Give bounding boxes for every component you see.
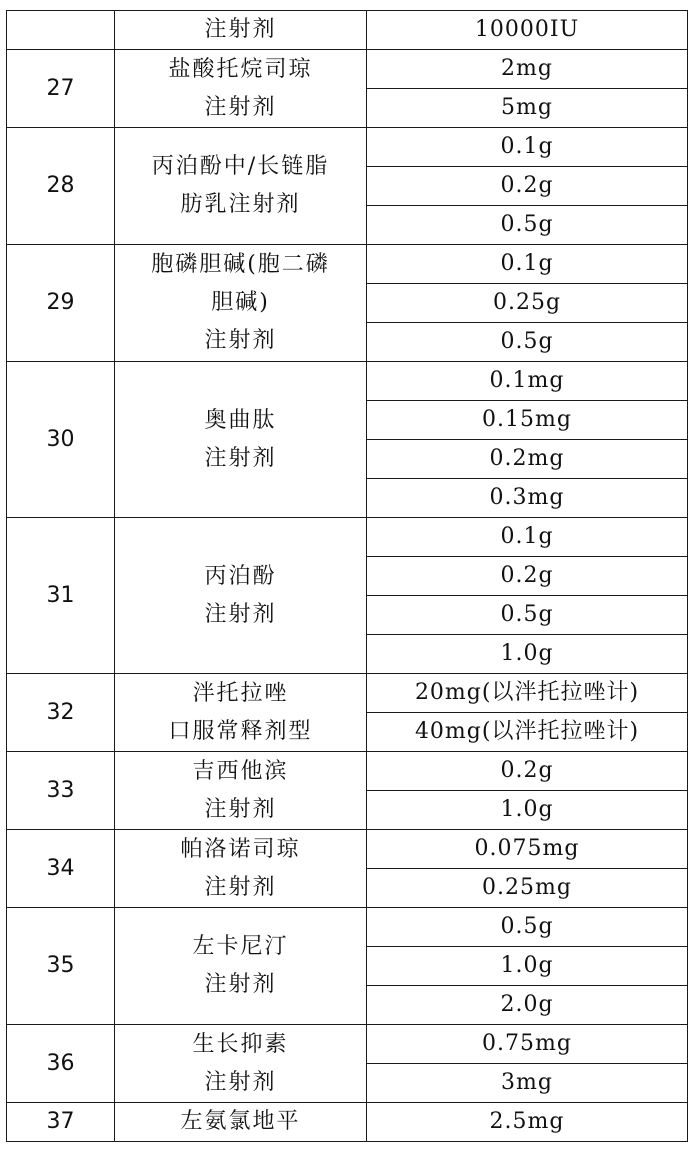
drug-spec-table (6, 10, 688, 1142)
table-row (7, 908, 688, 947)
drug-name-line: 口服常释剂型 (168, 718, 313, 744)
drug-name-line: 注射剂 (204, 972, 277, 997)
table-row (7, 752, 688, 791)
drug-name-cell (115, 50, 367, 128)
spec-cell: 2mg (367, 50, 688, 89)
drug-name-cell (115, 245, 367, 362)
drug-name-line: 注射剂 (204, 601, 277, 627)
drug-name-line: 丙泊酚 (204, 563, 277, 589)
spec-cell: 0.5g (367, 206, 688, 245)
spec-cell: 20mg(以泮托拉唑计) (367, 674, 688, 713)
spec-cell: 0.2g (367, 557, 688, 596)
drug-name-line: 左卡尼汀 (192, 934, 289, 959)
item-number: 30 (7, 362, 115, 518)
drug-name-cell (115, 128, 367, 245)
spec-cell: 1.0g (367, 947, 688, 986)
item-number: 29 (7, 245, 115, 362)
spec-cell: 0.2g (367, 167, 688, 206)
spec-cell: 0.25g (367, 284, 688, 323)
spec-cell: 0.1g (367, 245, 688, 284)
spec-cell: 0.1g (367, 518, 688, 557)
table-row (7, 50, 688, 89)
item-number: 27 (7, 50, 115, 128)
spec-cell: 0.2mg (367, 440, 688, 479)
drug-name-line: 吉西他滨 (192, 758, 289, 784)
item-number: 32 (7, 674, 115, 752)
item-number (7, 11, 115, 50)
drug-name-line: 胆碱) (211, 290, 270, 315)
drug-name-cell (115, 908, 367, 1025)
drug-name-cell (115, 674, 367, 752)
drug-name-line: 注射剂 (204, 796, 277, 822)
table-row (7, 11, 688, 50)
drug-name-line: 肪乳注射剂 (180, 192, 301, 217)
drug-name-line: 帕洛诺司琼 (180, 836, 301, 862)
spec-cell: 10000IU (367, 11, 688, 50)
drug-name-line: 注射剂 (204, 94, 277, 120)
table-row (7, 245, 688, 284)
drug-name-line: 盐酸托烷司琼 (168, 56, 313, 82)
spec-cell: 40mg(以泮托拉唑计) (367, 713, 688, 752)
drug-name-line: 注射剂 (204, 445, 277, 471)
item-number: 33 (7, 752, 115, 830)
spec-cell: 1.0g (367, 635, 688, 674)
item-number: 31 (7, 518, 115, 674)
spec-cell: 0.3mg (367, 479, 688, 518)
spec-cell: 0.5g (367, 908, 688, 947)
spec-cell: 0.1g (367, 128, 688, 167)
drug-name-cell (115, 830, 367, 908)
drug-name-line: 左氨氯地平 (180, 1109, 301, 1134)
spec-cell: 5mg (367, 89, 688, 128)
spec-cell: 0.2g (367, 752, 688, 791)
spec-cell: 2.5mg (367, 1103, 688, 1142)
table-body (7, 11, 688, 1142)
spec-cell: 0.25mg (367, 869, 688, 908)
drug-name-line: 注射剂 (204, 874, 277, 900)
drug-name-cell (115, 11, 367, 50)
drug-name-cell (115, 1103, 367, 1142)
drug-name-line: 生长抑素 (192, 1031, 289, 1057)
drug-name-line: 泮托拉唑 (192, 680, 289, 706)
spec-cell: 3mg (367, 1064, 688, 1103)
item-number: 28 (7, 128, 115, 245)
table-row (7, 830, 688, 869)
drug-name-line: 胞磷胆碱(胞二磷 (151, 252, 330, 277)
spec-cell: 0.5g (367, 596, 688, 635)
spec-cell: 2.0g (367, 986, 688, 1025)
item-number: 36 (7, 1025, 115, 1103)
item-number: 35 (7, 908, 115, 1025)
drug-name-cell (115, 518, 367, 674)
spec-cell: 0.75mg (367, 1025, 688, 1064)
drug-name-line: 注射剂 (204, 17, 277, 42)
spec-cell: 0.1mg (367, 362, 688, 401)
spec-cell: 0.15mg (367, 401, 688, 440)
drug-name-cell (115, 1025, 367, 1103)
drug-name-line: 注射剂 (204, 328, 277, 353)
table-row (7, 362, 688, 401)
drug-name-line: 奥曲肽 (204, 407, 277, 433)
item-number: 34 (7, 830, 115, 908)
table-row (7, 128, 688, 167)
drug-name-cell (115, 362, 367, 518)
drug-name-line: 注射剂 (204, 1069, 277, 1095)
spec-cell: 0.5g (367, 323, 688, 362)
drug-name-cell (115, 752, 367, 830)
table-row (7, 518, 688, 557)
table-row (7, 1103, 688, 1142)
table-row (7, 674, 688, 713)
spec-cell: 1.0g (367, 791, 688, 830)
table-row (7, 1025, 688, 1064)
item-number: 37 (7, 1103, 115, 1142)
drug-name-line: 丙泊酚中/长链脂 (151, 154, 330, 179)
spec-cell: 0.075mg (367, 830, 688, 869)
